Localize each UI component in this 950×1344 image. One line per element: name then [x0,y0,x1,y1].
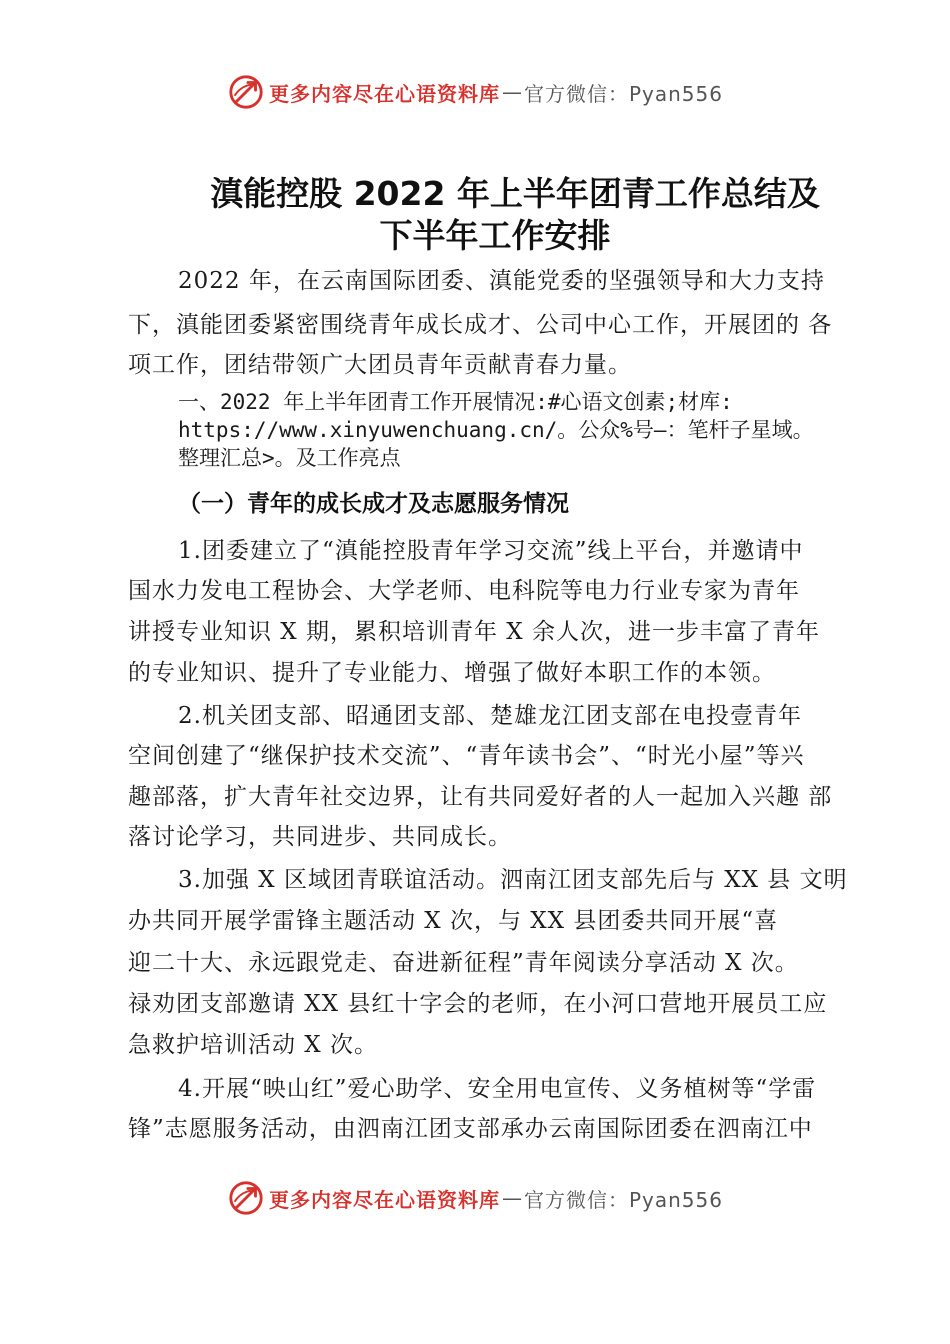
intro-line: 2022 年，在云南国际团委、滇能党委的坚强领导和大力支持 [178,268,825,294]
banner-contact: 官方微信：Pyan556 [523,1187,723,1212]
banner-text: 更多内容尽在心语资料库 [268,1187,500,1212]
quill-logo-icon [227,73,265,111]
paragraph-line: 迎二十大、永远跟党走、奋进新征程”青年阅读分享活动 X 次。 [128,950,799,976]
quill-logo-icon [227,1179,265,1217]
paragraph-line: 3.加强 X 区域团青联谊活动。泗南江团支部先后与 XX 县 文明 [178,867,848,893]
paragraph-line: 趣部落，扩大青年社交边界，让有共同爱好者的人一起加入兴趣 部 [128,784,833,810]
banner-separator: — [501,80,522,104]
watermark-banner-bottom [0,1178,950,1218]
intro-line: 项工作，团结带领广大团员青年贡献青春力量。 [128,352,632,378]
subheading: （一）青年的成长成才及志愿服务情况 [178,491,569,517]
paragraph-line: 办共同开展学雷锋主题活动 X 次，与 XX 县团委共同开展“喜 [128,908,779,934]
banner-text: 更多内容尽在心语资料库 [268,81,500,106]
intro-line: 下，滇能团委紧密围绕青年成长成才、公司中心工作，开展团的 各 [128,312,833,338]
paragraph-line: 落讨论学习，共同进步、共同成长。 [128,824,512,850]
banner-separator: — [501,1186,522,1210]
document-title-line-2: 下半年工作安排 [379,216,611,255]
document-title-line-1: 滇能控股 2022 年上半年团青工作总结及 [210,174,820,213]
section-heading-line: 整理汇总>。及工作亮点 [178,446,401,470]
paragraph-line: 的专业知识、提升了专业能力、增强了做好本职工作的本领。 [128,660,776,686]
paragraph-line: 1.团委建立了“滇能控股青年学习交流”线上平台，并邀请中 [178,538,804,564]
watermark-banner-top [0,72,950,112]
paragraph-line: 空间创建了“继保护技术交流”、“青年读书会”、“时光小屋”等兴 [128,743,805,769]
paragraph-line: 讲授专业知识 X 期，累积培训青年 X 余人次，进一步丰富了青年 [128,619,820,645]
paragraph-line: 锋”志愿服务活动，由泗南江团支部承办云南国际团委在泗南江中 [128,1116,813,1142]
section-heading-line: 一、2022 年上半年团青工作开展情况:#心语文创素;材库: [178,390,733,414]
paragraph-line: 急救护培训活动 X 次。 [128,1032,378,1058]
banner-contact: 官方微信：Pyan556 [523,81,723,106]
paragraph-line: 禄劝团支部邀请 XX 县红十字会的老师，在小河口营地开展员工应 [128,991,828,1017]
section-heading-line: https://www.xinyuwenchuang.cn/。公众%号—：笔杆子星域。 [178,418,814,442]
paragraph-line: 2.机关团支部、昭通团支部、楚雄龙江团支部在电投壹青年 [178,703,802,729]
paragraph-line: 4.开展“映山红”爱心助学、安全用电宣传、义务植树等“学雷 [178,1076,817,1102]
paragraph-line: 国水力发电工程协会、大学老师、电科院等电力行业专家为青年 [128,578,800,604]
